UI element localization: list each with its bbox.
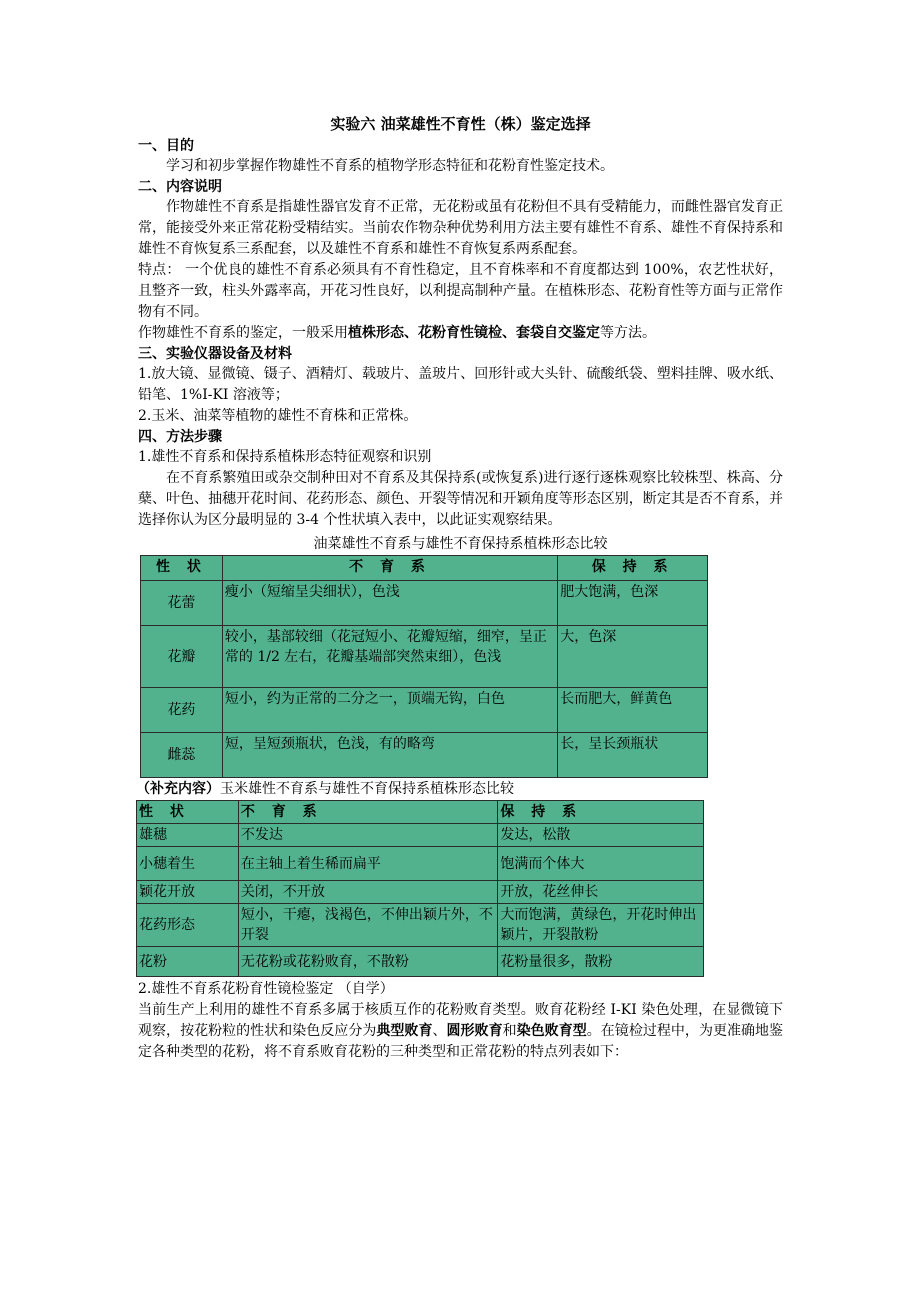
table1-maintainer-cell: 长而肥大，鲜黄色 (558, 688, 708, 733)
table-row (141, 581, 708, 626)
content-paragraph-3 (138, 323, 783, 344)
document-page (138, 112, 783, 1063)
table2-header-maintainer: 保 持 系 (498, 801, 704, 824)
table2-header-sterile: 不 育 系 (238, 801, 498, 824)
table1-trait-cell: 花蕾 (141, 581, 223, 626)
table2-maintainer-cell: 花粉量很多，散粉 (498, 947, 704, 977)
table1-trait-cell: 花药 (141, 688, 223, 733)
step2-text-start: 当前生产上利用的雄性不育系多属于核质互作的花粉败育类型。败育花粉经 I-KI 染色处理，在显微镜下观察，按花粉粒的性状和染色反应分为 (138, 1002, 783, 1039)
table-row (137, 904, 704, 947)
table2-trait-cell: 颖花开放 (137, 881, 239, 904)
table2-sterile-cell: 无花粉或花粉败育，不散粉 (238, 947, 498, 977)
table2-caption (136, 778, 783, 800)
table-row (141, 733, 708, 778)
step2-title: 2.雄性不育系花粉育性镜检鉴定 （自学） (138, 981, 394, 997)
step2-bold-typical: 典型败育 (376, 1023, 433, 1039)
table2-sterile-cell: 不发达 (238, 824, 498, 847)
step2-text-end: 。在镜检过程中，为更准确地鉴定各种类型的花粉，将不育系败育花粉的三种类型和正常花粉的特点列表如下： (138, 1023, 784, 1060)
table2-maintainer-cell: 发达，松散 (498, 824, 704, 847)
table2-trait-cell: 花粉 (137, 947, 239, 977)
materials-item-2: 2.玉米、油菜等植物的雄性不育株和正常株。 (138, 408, 418, 424)
table2-sterile-cell: 短小，干瘪，浅褐色，不伸出颖片外，不开裂 (238, 904, 498, 947)
table1-header-row (141, 556, 708, 581)
section-heading-content: 二、内容说明 (138, 179, 222, 195)
table2-caption-text: 玉米雄性不育系与雄性不育保持系植株形态比较 (220, 781, 514, 797)
para3-text: 作物雄性不育系的鉴定，一般采用 (138, 325, 348, 341)
table2-maintainer-cell: 大而饱满，黄绿色，开花时伸出颖片，开裂散粉 (498, 904, 704, 947)
step2-text (138, 1000, 783, 1063)
table1-trait-cell: 花瓣 (141, 626, 223, 688)
table-row (137, 847, 704, 881)
table-row (137, 881, 704, 904)
table-row (141, 626, 708, 688)
table1-sterile-cell: 较小，基部较细（花冠短小、花瓣短缩，细窄，呈正常的 1/2 左右，花瓣基端部突然束细），色浅 (222, 626, 557, 688)
table2-header-trait: 性 状 (137, 801, 239, 824)
table2-caption-note: （补充内容） (136, 781, 220, 797)
section-heading-methods: 四、方法步骤 (138, 429, 222, 445)
table1-sterile-cell: 瘦小（短缩呈尖细状），色浅 (222, 581, 557, 626)
para3-bold-methods: 植株形态、花粉育性镜检、套袋自交鉴定 (348, 325, 600, 341)
table-row (137, 947, 704, 977)
table2-trait-cell: 雄穗 (137, 824, 239, 847)
table2-maintainer-cell: 饱满而个体大 (498, 847, 704, 881)
step1-title: 1.雄性不育系和保持系植株形态特征观察和识别 (138, 449, 432, 465)
purpose-text: 学习和初步掌握作物雄性不育系的植物学形态特征和花粉育性鉴定技术。 (166, 158, 614, 174)
table1-header-trait: 性 状 (141, 556, 223, 581)
step2-separator-1: 、 (432, 1023, 447, 1039)
table2-trait-cell: 小穗着生 (137, 847, 239, 881)
content-paragraph-2: 特点： 一个优良的雄性不育系必须具有不育性稳定，且不育株率和不育度都达到 100%，农艺性状好，且整齐一致，柱头外露率高，开花习性良好，以利提高制种产量。在植株形态、花粉育性等方面与正常作物有不同。 (138, 262, 783, 320)
rapeseed-comparison-table (140, 555, 708, 778)
table2-trait-cell: 花药形态 (137, 904, 239, 947)
table1-caption: 油菜雄性不育系与雄性不育保持系植株形态比较 (313, 536, 608, 552)
content-paragraph-1: 作物雄性不育系是指雄性器官发育不正常，无花粉或虽有花粉但不具有受精能力，而雌性器官发育正常，能接受外来正常花粉受精结实。当前农作物杂种优势利用方法主要有雄性不育系、雄性不育保持系和雄性不育恢复系三系配套，以及雄性不育系和雄性不育恢复系两系配套。 (138, 199, 783, 257)
table1-header-maintainer: 保 持 系 (558, 556, 708, 581)
document-title: 实验六 油菜雄性不育性（株）鉴定选择 (330, 115, 591, 133)
maize-comparison-table (136, 800, 704, 977)
table-row (137, 824, 704, 847)
materials-item-1: 1.放大镜、显微镜、镊子、酒精灯、载玻片、盖玻片、回形针或大头针、硫酸纸袋、塑料挂牌、吸水纸、铅笔、1%I-KI 溶液等； (138, 366, 783, 403)
para3-text-end: 等方法。 (600, 325, 656, 341)
section-heading-materials: 三、实验仪器设备及材料 (138, 346, 292, 362)
table1-sterile-cell: 短小，约为正常的二分之一，顶端无钩，白色 (222, 688, 557, 733)
table1-header-sterile: 不 育 系 (222, 556, 557, 581)
section-heading-purpose: 一、目的 (138, 138, 194, 154)
step2-bold-round: 圆形败育 (446, 1023, 503, 1039)
table2-maintainer-cell: 开放，花丝伸长 (498, 881, 704, 904)
table2-header-row (137, 801, 704, 824)
table1-sterile-cell: 短，呈短颈瓶状，色浅，有的略弯 (222, 733, 557, 778)
table1-maintainer-cell: 肥大饱满，色深 (558, 581, 708, 626)
table1-trait-cell: 雌蕊 (141, 733, 223, 778)
step2-separator-2: 和 (502, 1023, 517, 1039)
table2-sterile-cell: 在主轴上着生稀而扁平 (238, 847, 498, 881)
step1-text: 在不育系繁殖田或杂交制种田对不育系及其保持系(或恢复系)进行逐行逐株观察比较株型、株高、分蘖、叶色、抽穗开花时间、花药形态、颜色、开裂等情况和开颖角度等形态区别，断定其是否不育系，并选择你认为区分最明显的 3-4 个性状填入表中，以此证实观察结果。 (138, 470, 783, 528)
table-row (141, 688, 708, 733)
table1-maintainer-cell: 长，呈长颈瓶状 (558, 733, 708, 778)
step2-bold-stained: 染色败育型 (516, 1023, 587, 1039)
table2-sterile-cell: 关闭，不开放 (238, 881, 498, 904)
table1-maintainer-cell: 大，色深 (558, 626, 708, 688)
